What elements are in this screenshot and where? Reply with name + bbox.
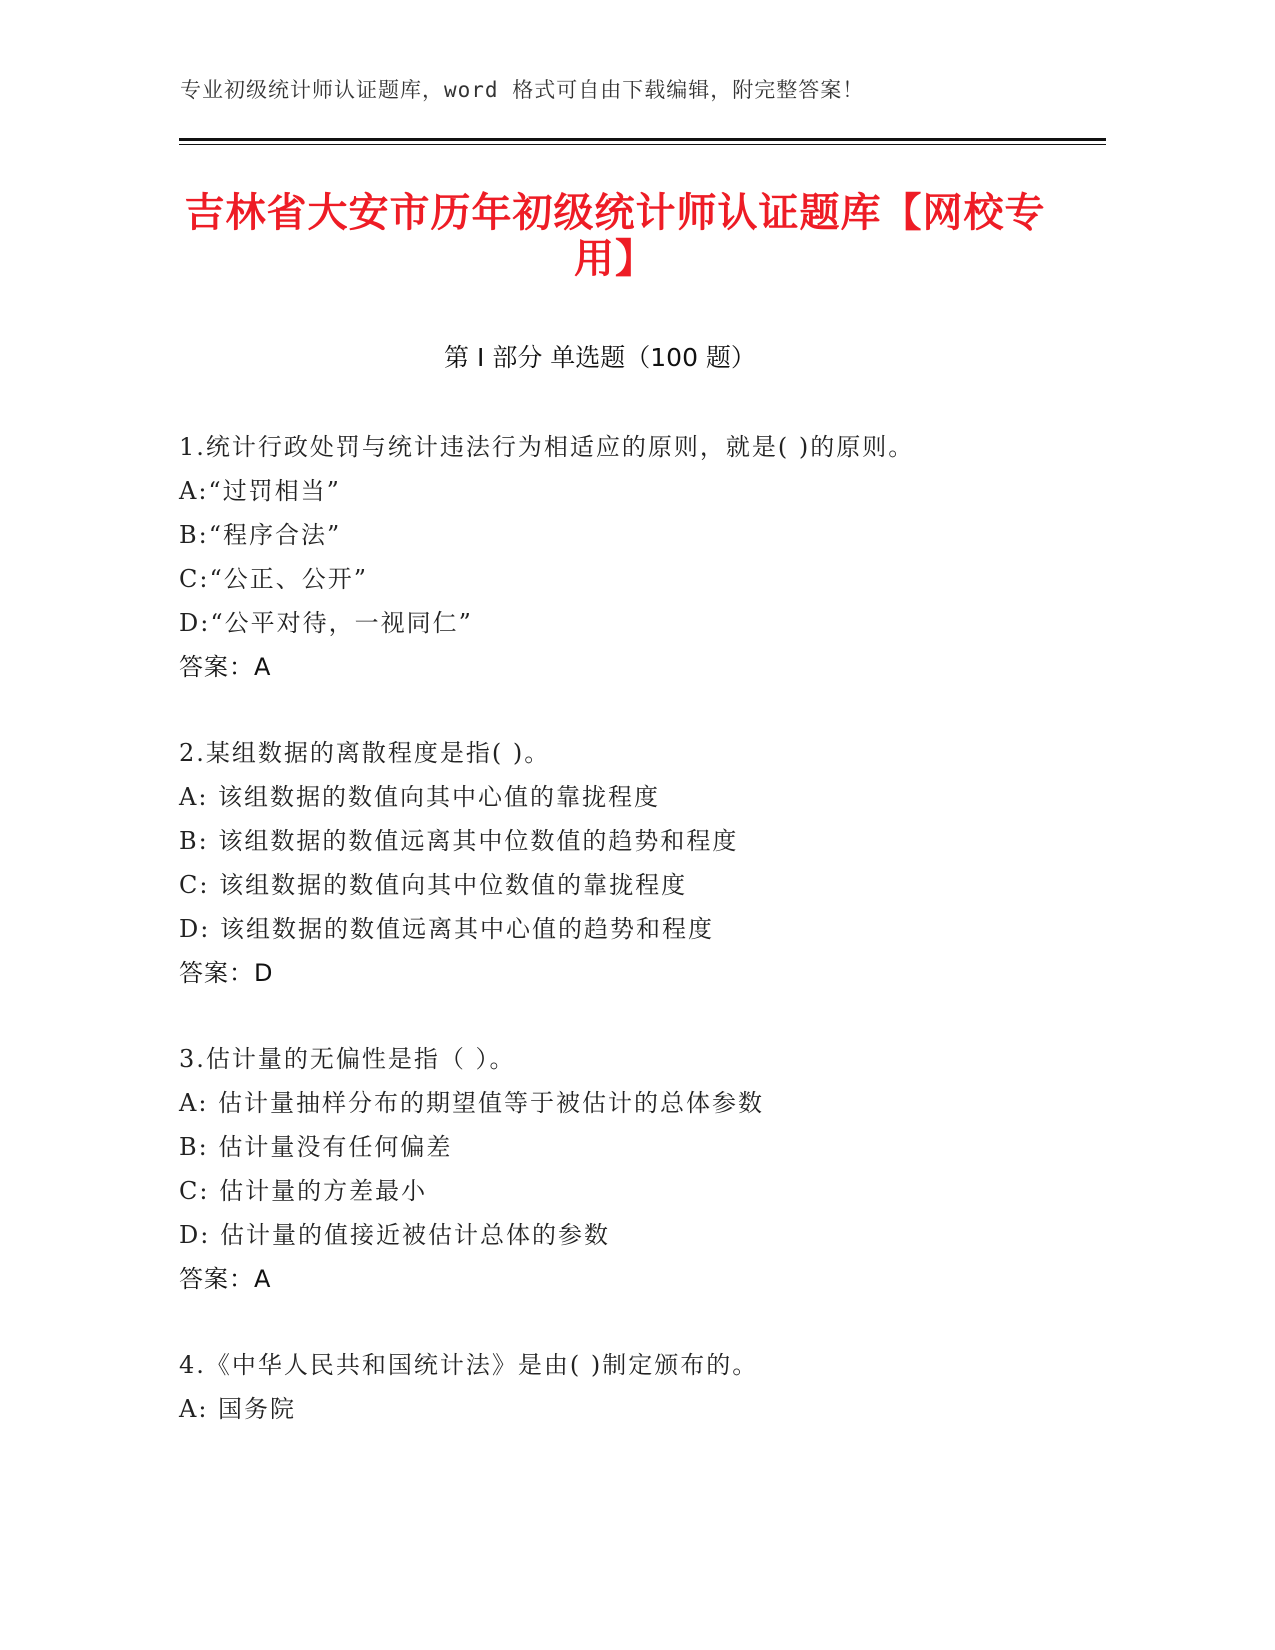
question-stem: 3.估计量的无偏性是指（ ）。 bbox=[179, 1045, 516, 1073]
answer-line: 答案：A bbox=[179, 653, 272, 681]
option-b: B:“程序合法” bbox=[179, 521, 342, 549]
section-title: 第 I 部分 单选题（100 题） bbox=[444, 343, 756, 372]
option-d: D:“公平对待，一视同仁” bbox=[179, 609, 473, 637]
option-a: A:“过罚相当” bbox=[179, 477, 341, 505]
header-rule-thick bbox=[179, 138, 1106, 141]
header-note: 专业初级统计师认证题库，word 格式可自由下载编辑，附完整答案！ bbox=[180, 78, 865, 102]
question-stem: 4.《中华人民共和国统计法》是由( )制定颁布的。 bbox=[179, 1351, 759, 1379]
answer-line: 答案：D bbox=[179, 959, 274, 987]
question-4 bbox=[179, 1343, 1139, 1431]
option-a: A: 该组数据的数值向其中心值的靠拢程度 bbox=[179, 783, 661, 811]
option-c: C: 该组数据的数值向其中位数值的靠拢程度 bbox=[179, 871, 688, 899]
answer-line: 答案：A bbox=[179, 1265, 272, 1293]
option-b: B: 估计量没有任何偏差 bbox=[179, 1133, 453, 1161]
option-c: C:“公正、公开” bbox=[179, 565, 368, 593]
question-2 bbox=[179, 731, 1139, 995]
option-d: D: 估计量的值接近被估计总体的参数 bbox=[179, 1221, 610, 1249]
question-list bbox=[179, 425, 1139, 1473]
question-3 bbox=[179, 1037, 1139, 1301]
header-rule-thin bbox=[179, 144, 1106, 145]
question-1 bbox=[179, 425, 1139, 689]
document-title: 吉林省大安市历年初级统计师认证题库【网校专用】 bbox=[184, 190, 1046, 282]
option-d: D: 该组数据的数值远离其中心值的趋势和程度 bbox=[179, 915, 714, 943]
option-a: A: 估计量抽样分布的期望值等于被估计的总体参数 bbox=[179, 1089, 765, 1117]
option-b: B: 该组数据的数值远离其中位数值的趋势和程度 bbox=[179, 827, 739, 855]
option-a: A: 国务院 bbox=[179, 1395, 297, 1423]
question-stem: 2.某组数据的离散程度是指( )。 bbox=[179, 739, 551, 767]
option-c: C: 估计量的方差最小 bbox=[179, 1177, 428, 1205]
question-stem: 1.统计行政处罚与统计违法行为相适应的原则，就是( )的原则。 bbox=[179, 433, 915, 461]
